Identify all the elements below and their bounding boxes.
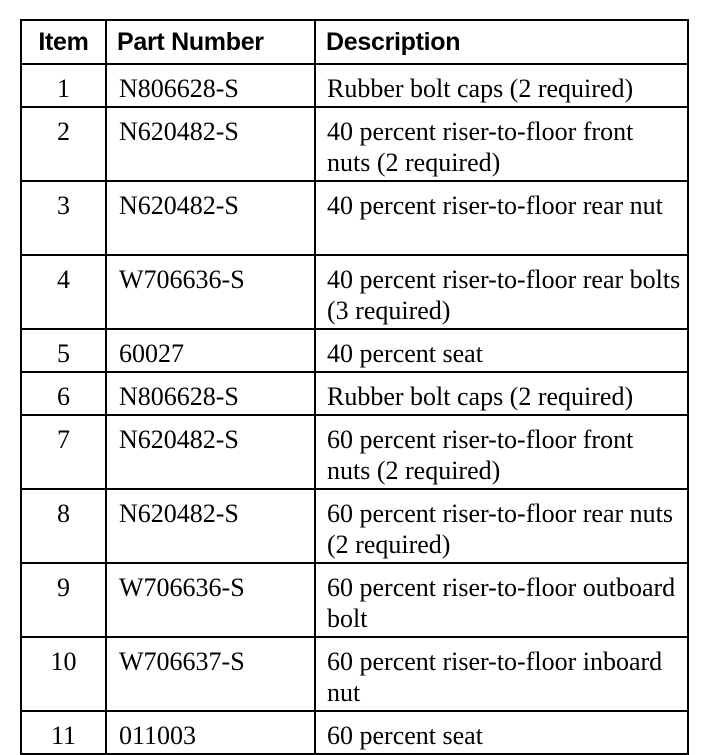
description-cell: 60 percent riser-to-floor inboard nut [315,637,688,711]
header-row [21,20,688,64]
header-part-number: Part Number [106,20,315,64]
item-number-cell: 7 [21,415,106,489]
item-number-cell: 10 [21,637,106,711]
part-number-cell: N806628-S [106,372,315,415]
description-cell: 40 percent riser-to-floor front nuts (2 required) [315,107,688,181]
table-row [21,64,688,107]
item-number-cell: 4 [21,255,106,329]
part-number-cell: 011003 [106,711,315,754]
item-number-cell: 3 [21,181,106,255]
header-description: Description [315,20,688,64]
part-number-cell: 60027 [106,329,315,372]
description-cell: Rubber bolt caps (2 required) [315,372,688,415]
table-row [21,711,688,754]
table-row [21,255,688,329]
table-row [21,563,688,637]
item-number-cell: 2 [21,107,106,181]
table-row [21,372,688,415]
item-number-cell: 11 [21,711,106,754]
item-number-cell: 6 [21,372,106,415]
table-row [21,415,688,489]
description-cell: 60 percent riser-to-floor rear nuts (2 required) [315,489,688,563]
table-row [21,181,688,255]
part-number-cell: N620482-S [106,107,315,181]
part-number-cell: N620482-S [106,181,315,255]
header-item: Item [21,20,106,64]
table-row [21,107,688,181]
item-number-cell: 5 [21,329,106,372]
description-cell: 60 percent riser-to-floor front nuts (2 required) [315,415,688,489]
part-number-cell: N620482-S [106,489,315,563]
parts-table [20,19,689,755]
item-number-cell: 1 [21,64,106,107]
item-number-cell: 8 [21,489,106,563]
part-number-cell: W706636-S [106,255,315,329]
description-cell: 40 percent seat [315,329,688,372]
description-cell: 60 percent seat [315,711,688,754]
description-cell: 40 percent riser-to-floor rear nut [315,181,688,255]
part-number-cell: W706637-S [106,637,315,711]
item-number-cell: 9 [21,563,106,637]
part-number-cell: W706636-S [106,563,315,637]
table-row [21,329,688,372]
table-row [21,637,688,711]
description-cell: 60 percent riser-to-floor outboard bolt [315,563,688,637]
table-row [21,489,688,563]
part-number-cell: N620482-S [106,415,315,489]
description-cell: Rubber bolt caps (2 required) [315,64,688,107]
part-number-cell: N806628-S [106,64,315,107]
description-cell: 40 percent riser-to-floor rear bolts (3 required) [315,255,688,329]
